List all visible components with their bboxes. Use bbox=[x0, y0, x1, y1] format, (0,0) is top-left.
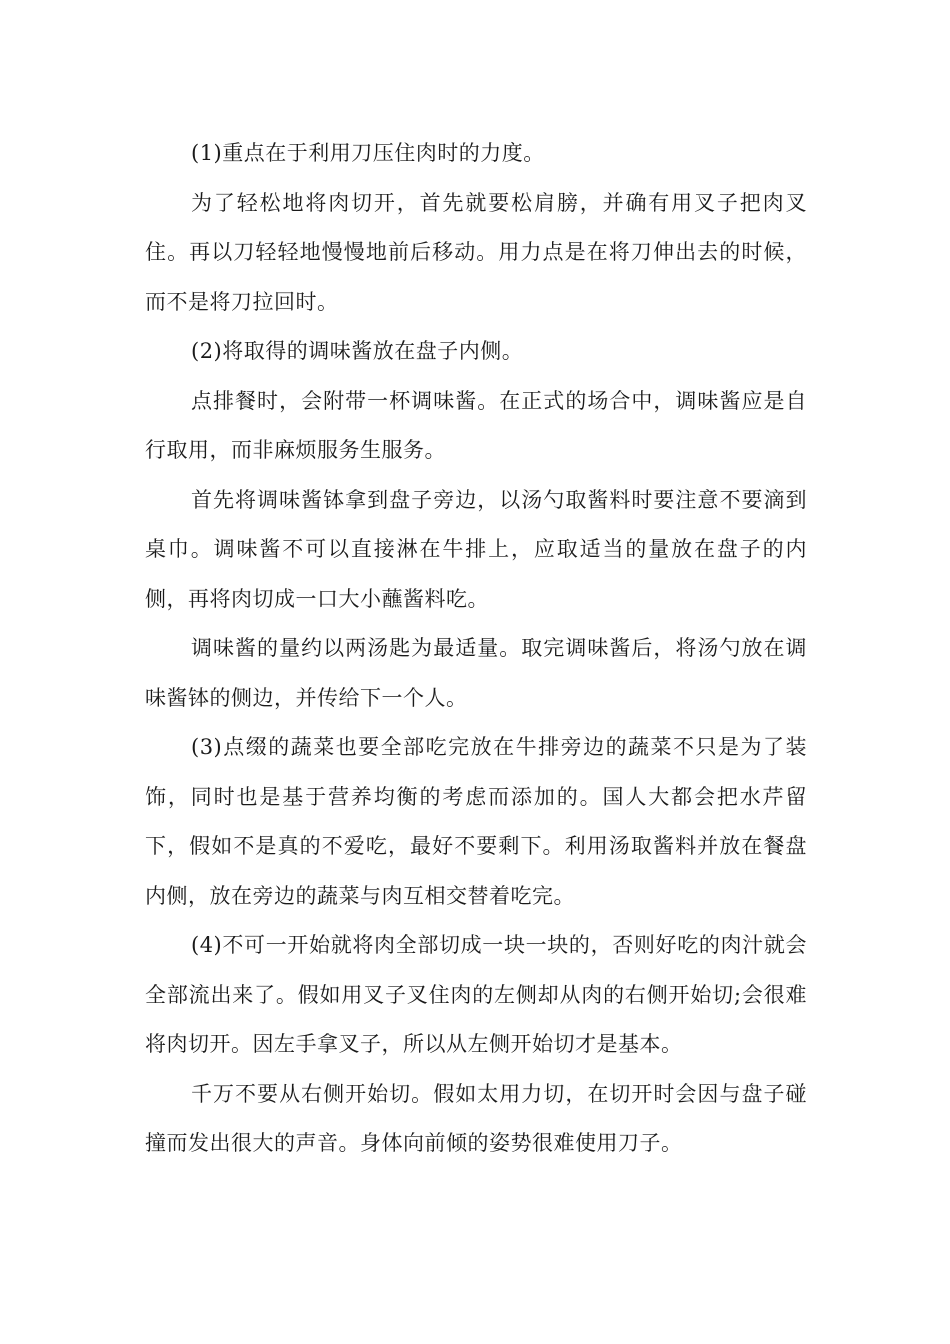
paragraph-cutting-order: (4)不可一开始就将肉全部切成一块一块的，否则好吃的肉汁就会全部流出来了。假如用叉子叉住肉的左侧却从肉的右侧开始切;会很难将肉切开。因左手拿叉子，所以从左侧开始切才是基本。 bbox=[145, 933, 807, 1056]
paragraph-cutting-cautions: 千万不要从右侧开始切。假如太用力切，在切开时会因与盘子碰撞而发出很大的声音。身体向前倾的姿势很难使用刀子。 bbox=[145, 1081, 807, 1155]
paragraph-sauce-placement: 首先将调味酱钵拿到盘子旁边，以汤勺取酱料时要注意不要滴到桌巾。调味酱不可以直接淋在牛排上，应取适当的量放在盘子的内侧，再将肉切成一口大小蘸酱料吃。 bbox=[145, 487, 807, 611]
paragraph-knife-pressure-heading: (1)重点在于利用刀压住肉时的力度。 bbox=[191, 141, 545, 165]
paragraph-sauce-serving: 点排餐时，会附带一杯调味酱。在正式的场合中，调味酱应是自行取用，而非麻烦服务生服务。 bbox=[145, 388, 807, 462]
paragraph-cutting-technique: 为了轻松地将肉切开，首先就要松肩膀，并确有用叉子把肉叉住。再以刀轻轻地慢慢地前后移动。用力点是在将刀伸出去的时候，而不是将刀拉回时。 bbox=[145, 190, 807, 314]
paragraph-vegetables: (3)点缀的蔬菜也要全部吃完放在牛排旁边的蔬菜不只是为了装饰，同时也是基于营养均衡的考虑而添加的。国人大都会把水芹留下，假如不是真的不爱吃，最好不要剩下。利用汤取酱料并放在餐盘内侧，放在旁边的蔬菜与肉互相交替着吃完。 bbox=[145, 735, 807, 908]
document-page bbox=[145, 129, 807, 1169]
paragraph-sauce-amount: 调味酱的量约以两汤匙为最适量。取完调味酱后，将汤勺放在调味酱钵的侧边，并传给下一个人。 bbox=[145, 636, 807, 710]
paragraph-sauce-heading: (2)将取得的调味酱放在盘子内侧。 bbox=[191, 339, 524, 363]
